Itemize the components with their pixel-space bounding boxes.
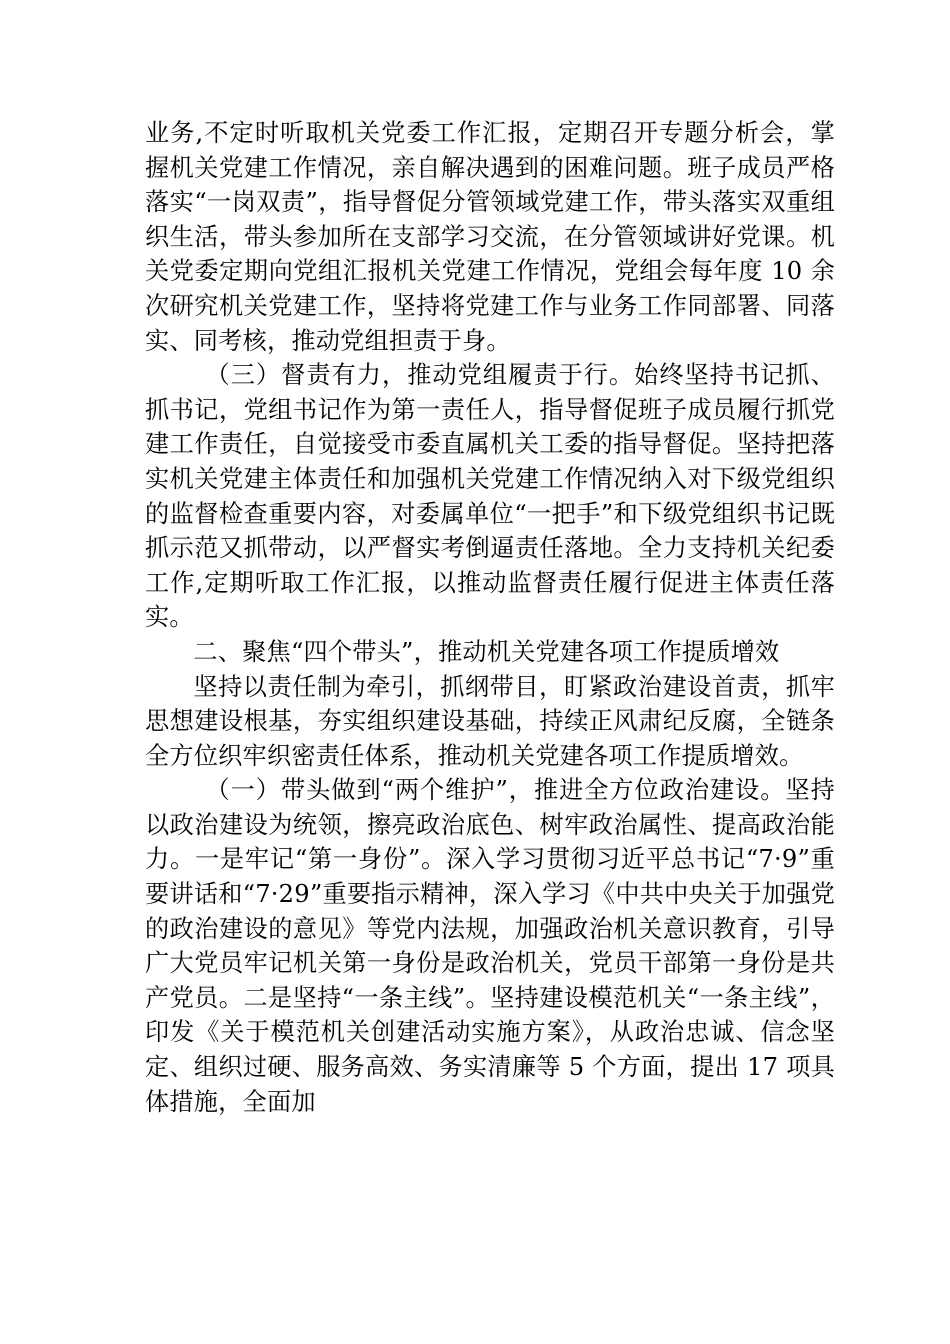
document-page: [145, 116, 835, 1119]
paragraph-subsection-3: （三）督责有力，推动党组履责于行。始终坚持书记抓、抓书记，党组书记作为第一责任人，指导督促班子成员履行抓党建工作责任，自觉接受市委直属机关工委的指导督促。坚持把落实机关党建主体责任和加强机关党建工作情况纳入对下级党组织的监督检查重要内容，对委属单位“一把手”和下级党组织书记既抓示范又抓带动，以严督实考倒逼责任落地。全力支持机关纪委工作,定期听取工作汇报，以推动监督责任履行促进主体责任落实。: [145, 361, 835, 632]
paragraph-body: 坚持以责任制为牵引，抓纲带目，盯紧政治建设首责，抓牢思想建设根基，夯实组织建设基础，持续正风肃纪反腐，全链条全方位织牢织密责任体系，推动机关党建各项工作提质增效。: [145, 672, 835, 770]
section-heading-2: 二、聚焦“四个带头”，推动机关党建各项工作提质增效: [193, 637, 780, 666]
paragraph-continuation: 业务,不定时听取机关党委工作汇报，定期召开专题分析会，掌握机关党建工作情况，亲自解决遇到的困难问题。班子成员严格落实“一岗双责”，指导督促分管领域党建工作，带头落实双重组织生活，带头参加所在支部学习交流，在分管领域讲好党课。机关党委定期向党组汇报机关党建工作情况，党组会每年度 10 余次研究机关党建工作，坚持将党建工作与业务工作同部署、同落实、同考核，推动党组担责于身。: [145, 119, 835, 355]
paragraph-subsection-1: （一）带头做到“两个维护”，推进全方位政治建设。坚持以政治建设为统领，擦亮政治底色、树牢政治属性、提高政治能力。一是牢记“第一身份”。深入学习贯彻习近平总书记“7·9”重要讲话和“7·29”重要指示精神，深入学习《中共中央关于加强党的政治建设的意见》等党内法规，加强政治机关意识教育，引导广大党员牢记机关第一身份是政治机关，党员干部第一身份是共产党员。二是坚持“一条主线”。坚持建设模范机关“一条主线”，印发《关于模范机关创建活动实施方案》，从政治忠诚、信念坚定、组织过硬、服务高效、务实清廉等 5 个方面，提出 17 项具体措施，全面加: [145, 776, 835, 1116]
